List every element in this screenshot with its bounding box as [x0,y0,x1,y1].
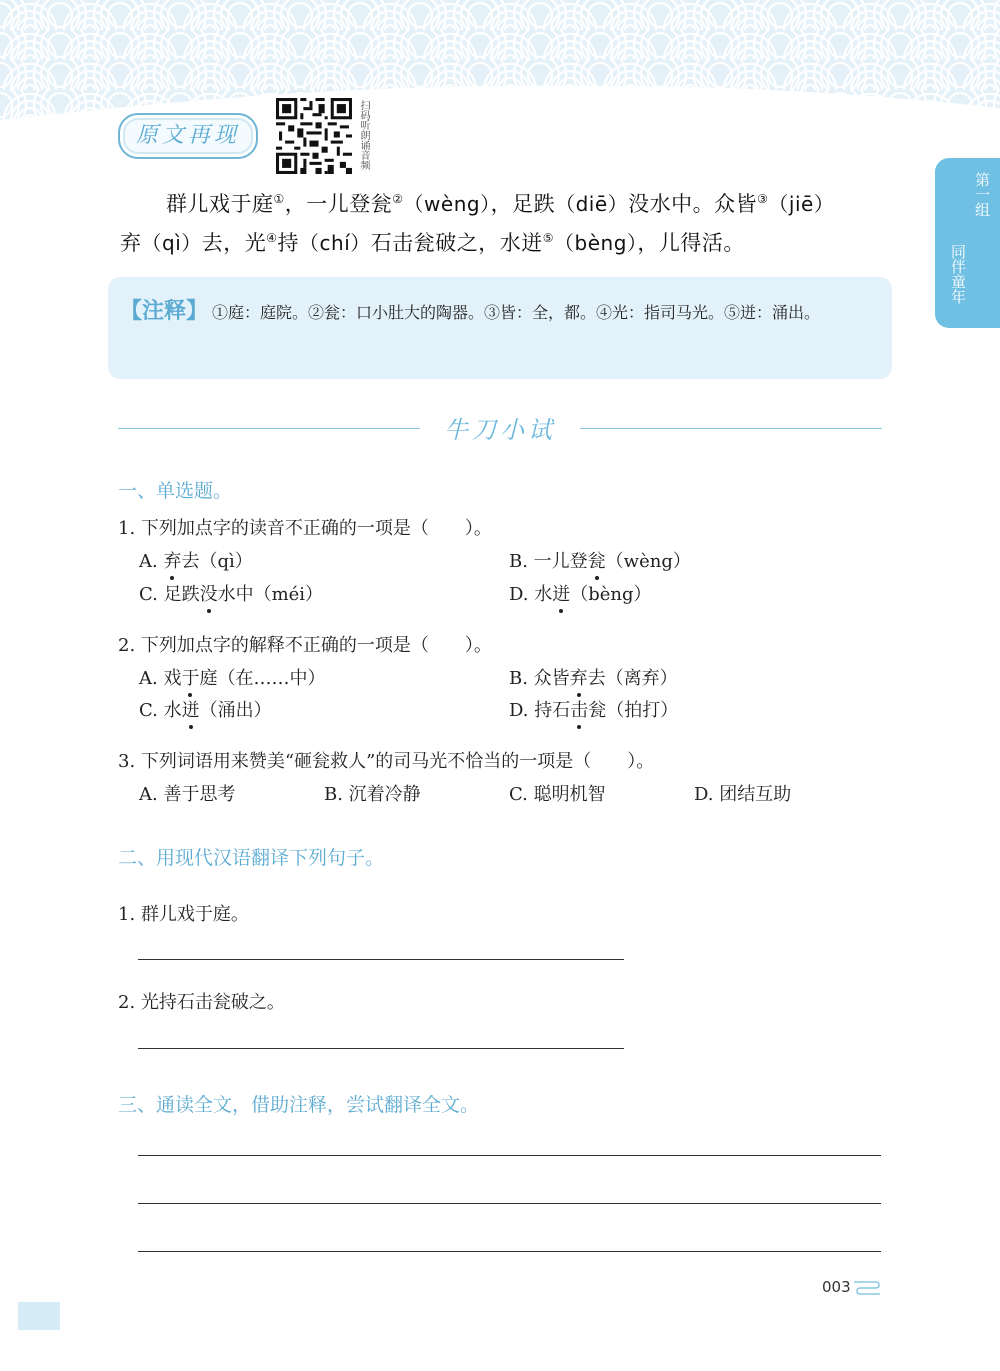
notes-content: ①庭：庭院。②瓮：口小肚大的陶器。③皆：全，都。④光：指司马光。⑤迸：涌出。 [212,303,821,322]
question-3-option-d[interactable]: D. 团结互助 [694,784,792,805]
answer-line-4[interactable] [138,1203,881,1204]
chapter-side-tab[interactable] [935,158,1000,328]
question-2-option-d[interactable]: D. 持石击瓮（拍打） [509,696,678,722]
notes-text [120,292,888,332]
corner-decoration [18,1302,60,1330]
answer-line-1[interactable] [138,959,624,960]
translate-sentence-1: 1. 群儿戏于庭。 [118,904,249,925]
header-wave-pattern [0,0,1000,130]
part3-heading: 三、通读全文，借助注释，尝试翻译全文。 [118,1094,480,1116]
poem-line-1: 群儿戏于庭①，一儿登瓮②（wèng），足跌（diē）没水中。众皆③（jiē） [166,192,835,216]
answer-line-5[interactable] [138,1251,881,1252]
chapter-group-label: 第一组 [973,172,991,217]
question-3-option-c[interactable]: C. 聪明机智 [509,784,606,805]
question-2-option-c[interactable]: C. 水迸（涌出） [139,696,272,722]
question-1-option-b[interactable]: B. 一儿登瓮（wèng） [509,547,691,573]
part1-heading: 一、单选题。 [118,480,233,502]
question-1-stem: 1. 下列加点字的读音不正确的一项是（ ）。 [118,518,492,539]
page-number-swirl-icon [852,1278,882,1298]
title-rule-left [118,428,420,429]
question-2-stem: 2. 下列加点字的解释不正确的一项是（ ）。 [118,635,492,656]
question-3-option-a[interactable]: A. 善于思考 [139,784,236,805]
translate-sentence-2: 2. 光持石击瓮破之。 [118,992,285,1013]
notes-label: 【注释】 [120,298,209,324]
qr-code-label: 扫码听朗诵音频 [358,100,369,170]
page-number: 003 [822,1278,851,1296]
question-3-option-b[interactable]: B. 沉着冷静 [324,784,421,805]
chapter-theme-label: 同伴童年 [949,244,967,304]
question-1-option-c[interactable]: C. 足跌没水中（méi） [139,580,323,606]
question-2-option-b[interactable]: B. 众皆弃去（离弃） [509,664,678,690]
poem-line-2: 弃（qì）去，光④持（chí）石击瓮破之，水迸⑤（bèng），儿得活。 [120,231,745,255]
question-1-option-d[interactable]: D. 水迸（bèng） [509,580,652,606]
practice-section-title: 牛刀小试 [444,416,556,444]
title-rule-right [580,428,882,429]
qr-code-icon[interactable] [276,98,352,174]
answer-line-2[interactable] [138,1048,624,1049]
question-2-option-a[interactable]: A. 戏于庭（在……中） [139,664,325,690]
part2-heading: 二、用现代汉语翻译下列句子。 [118,847,385,869]
question-1-option-a[interactable]: A. 弃去（qì） [139,547,253,573]
question-3-stem: 3. 下列词语用来赞美“砸瓮救人”的司马光不恰当的一项是（ ）。 [118,751,655,772]
original-text-badge: 原文再现 [118,113,258,159]
answer-line-3[interactable] [138,1155,881,1156]
